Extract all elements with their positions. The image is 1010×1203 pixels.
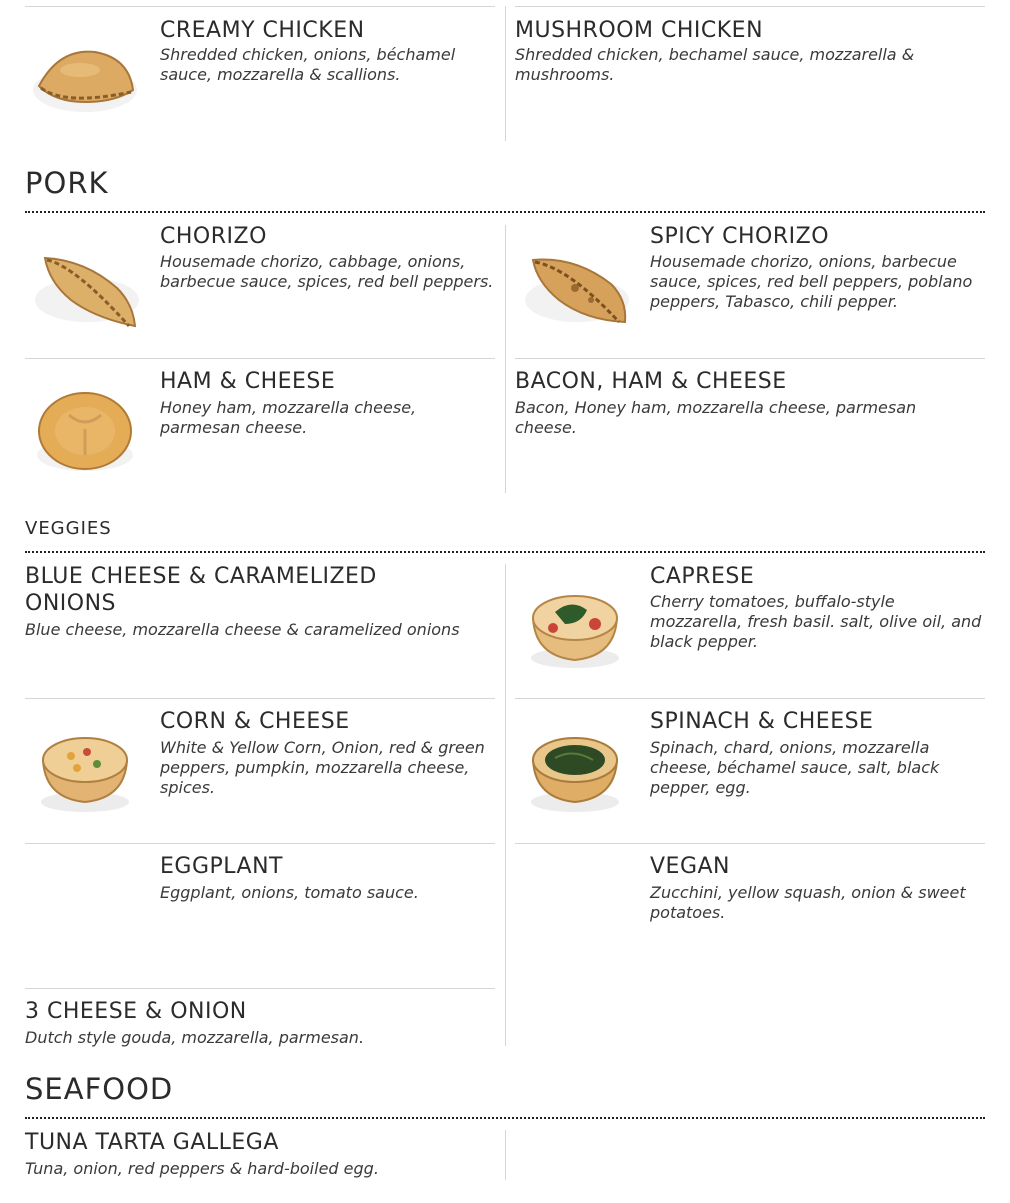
column-divider: [505, 1130, 506, 1180]
item-description: Cherry tomatoes, buffalo-style mozzarella, fresh basil. salt, olive oil, and black pepper.: [650, 592, 982, 651]
divider: [515, 358, 985, 359]
item-title: CAPRESE: [650, 564, 755, 589]
divider: [25, 6, 495, 7]
tart-icon: [515, 722, 635, 817]
item-title: SPICY CHORIZO: [650, 224, 830, 249]
section-title-pork: PORK: [25, 166, 109, 200]
item-title: BACON, HAM & CHEESE: [515, 369, 787, 394]
item-title: CHORIZO: [160, 224, 267, 249]
item-title: TUNA TARTA GALLEGA: [25, 1130, 279, 1155]
item-description: Dutch style gouda, mozzarella, parmesan.: [25, 1028, 365, 1047]
empanada-icon: [515, 238, 635, 333]
column-divider: [505, 6, 506, 141]
section-divider: [25, 211, 985, 213]
section-divider: [25, 1117, 985, 1119]
item-description: Shredded chicken, onions, béchamel sauce, mozzarella & scallions.: [160, 45, 456, 84]
column-divider: [505, 564, 506, 1046]
item-title: CREAMY CHICKEN: [160, 18, 365, 43]
item-title: EGGPLANT: [160, 854, 283, 879]
divider: [25, 698, 495, 699]
divider: [515, 698, 985, 699]
item-description: Spinach, chard, onions, mozzarella cheese, béchamel sauce, salt, black pepper, egg.: [650, 738, 940, 797]
item-description: White & Yellow Corn, Onion, red & green peppers, pumpkin, mozzarella cheese, spices.: [160, 738, 485, 797]
item-title: SPINACH & CHEESE: [650, 709, 874, 734]
item-title: HAM & CHEESE: [160, 369, 336, 394]
divider: [515, 6, 985, 7]
item-description: Shredded chicken, bechamel sauce, mozzarella & mushrooms.: [515, 45, 915, 84]
tart-icon: [25, 722, 145, 817]
item-description: Honey ham, mozzarella cheese, parmesan cheese.: [160, 398, 417, 437]
divider: [25, 358, 495, 359]
item-description: Zucchini, yellow squash, onion & sweet potatoes.: [650, 883, 966, 922]
item-description: Housemade chorizo, onions, barbecue sauce, spices, red bell peppers, poblano peppers, Tabasco, chili pepper.: [650, 252, 973, 311]
item-title: VEGAN: [650, 854, 731, 879]
item-description: Tuna, onion, red peppers & hard-boiled egg.: [25, 1159, 379, 1178]
item-description: Blue cheese, mozzarella cheese & caramelized onions: [25, 620, 460, 639]
item-description: Housemade chorizo, cabbage, onions, barbecue sauce, spices, red bell peppers.: [160, 252, 494, 291]
divider: [25, 988, 495, 989]
item-description: Bacon, Honey ham, mozzarella cheese, parmesan cheese.: [515, 398, 917, 437]
divider: [515, 843, 985, 844]
section-divider: [25, 551, 985, 553]
tart-icon: [515, 578, 635, 673]
item-description: Eggplant, onions, tomato sauce.: [160, 883, 419, 902]
item-title: BLUE CHEESE & CARAMELIZED ONIONS: [25, 564, 377, 616]
empanada-icon: [25, 28, 145, 123]
item-title: 3 CHEESE & ONION: [25, 999, 247, 1024]
divider: [25, 843, 495, 844]
item-title: CORN & CHEESE: [160, 709, 350, 734]
column-divider: [505, 225, 506, 493]
empanada-icon: [25, 238, 145, 333]
item-title: MUSHROOM CHICKEN: [515, 18, 764, 43]
section-title-seafood: SEAFOOD: [25, 1072, 174, 1106]
round-empanada-icon: [25, 385, 145, 480]
section-title-veggies: VEGGIES: [25, 518, 112, 539]
